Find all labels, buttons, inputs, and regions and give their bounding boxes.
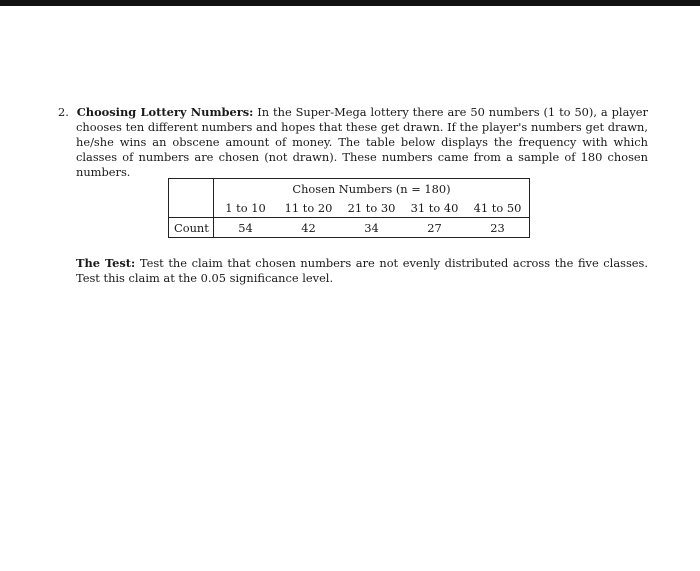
table-corner [169,179,214,199]
table-header: Chosen Numbers (n = 180) [214,179,530,199]
frequency-table [168,178,530,238]
class-label: 31 to 40 [403,198,466,218]
test-label: The Test: [76,256,136,270]
class-label: 41 to 50 [466,198,530,218]
class-label: 21 to 30 [340,198,403,218]
count-cell: 42 [277,218,340,238]
count-cell: 54 [214,218,278,238]
problem-statement [58,105,648,180]
class-label: 1 to 10 [214,198,278,218]
test-statement [76,256,648,286]
problem-title: Choosing Lottery Numbers: [76,105,254,119]
test-body: Test the claim that chosen numbers are not evenly distributed across the five classes. Test this claim at the 0.05 significance level. [76,256,649,285]
problem-paragraph [58,105,648,180]
table-corner-lower [169,198,214,218]
count-cell: 34 [340,218,403,238]
count-cell: 27 [403,218,466,238]
row-label-count: Count [169,218,214,238]
count-cell: 23 [466,218,530,238]
class-label: 11 to 20 [277,198,340,218]
top-bar [0,0,700,6]
problem-body: In the Super-Mega lottery there are 50 numbers (1 to 50), a player chooses ten different numbers and hopes that these get drawn. If the player's numbers get drawn, he/she wins an obscene amount of money. The table below displays the frequency with which classes of numbers are chosen (not drawn). These numbers came from a sample of 180 chosen numbers. [76,105,648,179]
problem-number: 2. [58,105,69,119]
